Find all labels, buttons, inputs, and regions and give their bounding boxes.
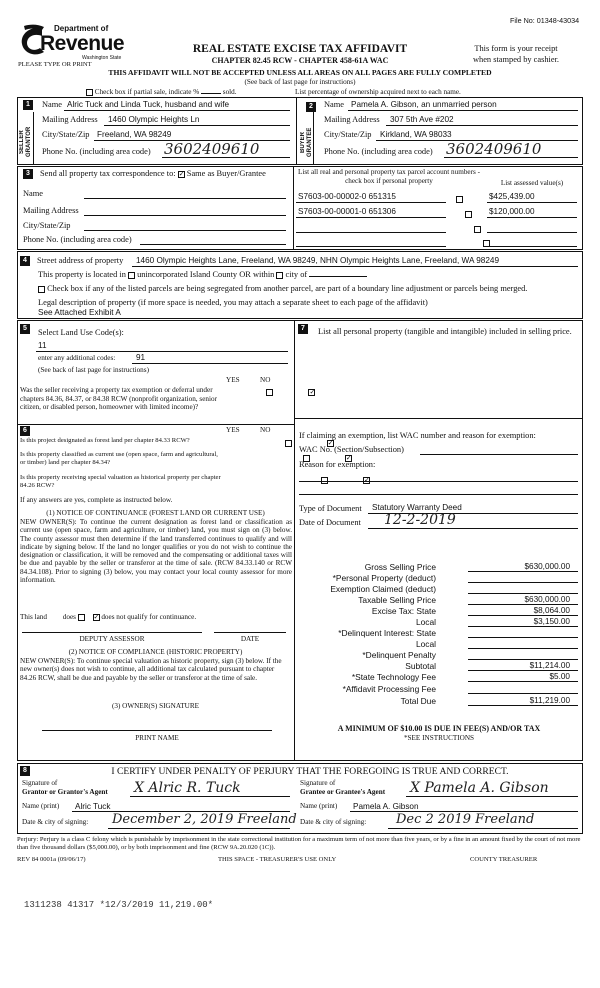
land-use-line <box>36 351 288 352</box>
form-title: REAL ESTATE EXCISE TAX AFFIDAVIT <box>192 43 408 55</box>
calc-taxable-label: Taxable Selling Price <box>358 595 436 605</box>
section-5-6-divider <box>17 424 294 425</box>
section-1-badge: 1 <box>23 100 33 110</box>
notice-continuance-title: (1) NOTICE OF CONTINUANCE (FOREST LAND OR CURRENT USE) <box>46 509 265 517</box>
forest-land-question: Is this project designated as forest land per chapter 84.33 RCW? <box>20 437 190 444</box>
calc-gross-value[interactable]: $630,000.00 <box>524 562 570 571</box>
grantee-date-field[interactable]: Dec 2 2019 Freeland <box>396 812 535 827</box>
revenue-wordmark: Revenue <box>40 32 125 55</box>
buyer-label-divider <box>313 112 314 165</box>
section-7-upper-divider <box>294 418 583 419</box>
city-of-label: city of <box>285 270 308 279</box>
does-checkbox[interactable] <box>78 614 85 621</box>
calc-delinq-local-line <box>468 648 578 649</box>
seller-city-field[interactable]: Freeland, WA 98249 <box>97 130 172 139</box>
exemption-no-checkbox[interactable]: ✓ <box>309 387 316 396</box>
seller-label-divider <box>33 112 34 165</box>
parcel-1-number[interactable]: S7603-00-00002-0 651315 <box>298 192 396 201</box>
seller-side-label: SELLER GRANTOR <box>19 126 33 158</box>
tax-calculation-table <box>300 562 580 686</box>
seller-mail-field[interactable]: 1460 Olympic Heights Ln <box>108 115 200 124</box>
historic-no-checkbox[interactable]: ✓ <box>364 475 370 484</box>
historic-question: Is this property receiving special valuation as historical property per chapter 84.26 RCW? <box>20 474 221 489</box>
seller-name-line <box>64 110 290 111</box>
parcel-2-value[interactable]: $120,000.00 <box>489 207 535 216</box>
state-label: Washington State <box>82 55 122 61</box>
wac-number-line[interactable] <box>420 454 578 455</box>
city-of-checkbox[interactable] <box>276 272 283 279</box>
calc-delinq-state-label: *Delinquent Interest: State <box>338 628 436 638</box>
calc-total-label: Total Due <box>400 696 436 706</box>
calc-processing-label: *Affidavit Processing Fee <box>342 684 436 694</box>
grantee-name-label: Name (print) <box>300 802 338 810</box>
buyer-name-field[interactable]: Pamela A. Gibson, an unmarried person <box>351 100 497 109</box>
calc-excise-local-line <box>468 626 578 627</box>
parcel-1-value[interactable]: $425,439.00 <box>489 192 535 201</box>
calc-gross-label: Gross Selling Price <box>364 562 436 572</box>
if-any-yes-note: If any answers are yes, complete as instructed below. <box>20 496 173 504</box>
grantor-sig-label-2: Grantor or Grantor's Agent <box>22 788 108 796</box>
parcel-1-personal-checkbox[interactable] <box>456 196 463 203</box>
corr-mail-line[interactable] <box>84 215 286 216</box>
does-label: does <box>62 613 76 621</box>
does-not-checkbox[interactable]: ✓ <box>93 612 100 621</box>
doc-type-field[interactable]: Statutory Warranty Deed <box>372 503 462 512</box>
partial-sale-row <box>86 88 237 97</box>
located-row <box>38 270 367 280</box>
calc-penalty-label: *Delinquent Penalty <box>362 650 436 660</box>
parcel-3-value-line[interactable] <box>487 232 577 233</box>
calc-subtotal-line <box>468 670 578 671</box>
parcel-2-line <box>296 217 446 218</box>
seller-name-field[interactable]: Alric Tuck and Linda Tuck, husband and wife <box>67 100 230 109</box>
corr-name-label: Name <box>23 189 43 198</box>
segregated-row <box>38 284 527 294</box>
form-revision: REV 84 0001a (09/06/17) <box>17 856 86 863</box>
additional-codes-line <box>132 363 288 364</box>
buyer-name-line <box>348 110 578 111</box>
street-field[interactable]: 1460 Olympic Heights Lane, Freeland, WA 98249, NHN Olympic Heights Lane, Freeland, WA 98249 <box>136 256 500 265</box>
buyer-phone-field[interactable]: 3602409610 <box>446 140 542 158</box>
land-use-see-back: (See back of last page for instructions) <box>38 366 149 374</box>
calc-penalty-line <box>468 659 578 660</box>
seller-mail-label: Mailing Address <box>42 115 98 124</box>
parcel-1-line <box>296 202 446 203</box>
sec5-no-header: NO <box>260 376 271 384</box>
buyer-name-label: Name <box>324 100 344 109</box>
assessed-header: List assessed value(s) <box>500 179 564 187</box>
assessor-date-line[interactable] <box>214 632 286 633</box>
calc-delinq-local-label: Local <box>415 639 436 649</box>
parcel-4-line[interactable] <box>296 246 446 247</box>
same-as-buyer-label: Same as Buyer/Grantee <box>186 169 266 178</box>
county-treasurer-label: COUNTY TREASURER <box>470 856 538 863</box>
print-name-line[interactable] <box>42 730 272 731</box>
parcel-header: List all real and personal property tax parcel account numbers - check box if personal property <box>297 168 480 185</box>
calc-subtotal-label: Subtotal <box>405 661 436 671</box>
partial-sale-pct-field[interactable] <box>201 93 221 94</box>
buyer-city-label: City/State/Zip <box>324 130 372 139</box>
receipt-note-1: This form is your receipt <box>474 44 558 53</box>
doc-date-field[interactable]: 12-2-2019 <box>384 512 456 528</box>
notice-compliance-body: NEW OWNER(S): To continue special valuation as historic property, sign (3) below. If the new owner(s) does not wish to continue, all additional tax calculated pursuant to chapter 84.26 RCW, shall be due and payable by the seller or transferor at the time of sale. <box>20 657 282 682</box>
sec6-no-header: NO <box>260 426 271 434</box>
does-not-label: does not <box>101 613 126 621</box>
tax-correspondence-row <box>40 169 266 179</box>
grantee-signature[interactable]: X Pamela A. Gibson <box>410 780 549 796</box>
calc-excise-local-value[interactable]: $3,150.00 <box>533 617 570 626</box>
seller-phone-line <box>162 157 290 158</box>
calc-taxable-line <box>468 604 578 605</box>
grantor-date-field[interactable]: December 2, 2019 Freeland <box>112 812 297 827</box>
calc-taxable-value[interactable]: $630,000.00 <box>524 595 570 604</box>
legal-field[interactable]: See Attached Exhibit A <box>38 308 121 317</box>
treasurer-space-label: THIS SPACE - TREASURER'S USE ONLY <box>218 856 337 863</box>
sold-label: sold. <box>222 88 237 96</box>
buyer-mail-field[interactable]: 307 5th Ave #202 <box>390 115 454 124</box>
section-3-divider <box>293 166 294 250</box>
personal-property-label: List all personal property (tangible and intangible) included in selling price. <box>318 327 572 336</box>
grantor-name-field[interactable]: Alric Tuck <box>75 802 111 811</box>
same-as-buyer-checkbox[interactable]: ✓ <box>178 169 185 178</box>
calc-excise-state-line <box>468 615 578 616</box>
owner-signature-label: (3) OWNER(S) SIGNATURE <box>111 702 200 710</box>
corr-mail-label: Mailing Address <box>23 206 79 215</box>
parcel-3-line[interactable] <box>296 232 446 233</box>
send-correspondence-label: Send all property tax correspondence to: <box>40 169 176 178</box>
current-use-no-checkbox[interactable]: ✓ <box>345 453 352 462</box>
grantor-date-label: Date & city of signing: <box>22 818 89 826</box>
seller-phone-field[interactable]: 3602409610 <box>164 140 260 158</box>
calc-delinq-state-line <box>468 637 578 638</box>
dor-logo <box>18 20 126 64</box>
section-8-badge: 8 <box>20 766 30 776</box>
warning-banner: THIS AFFIDAVIT WILL NOT BE ACCEPTED UNLESS ALL AREAS ON ALL PAGES ARE FULLY COMPLETED <box>108 68 492 77</box>
section-3-badge: 3 <box>23 169 33 179</box>
doc-date-line <box>368 528 578 529</box>
wac-number-label: WAC No. (Section/Subsection) <box>299 445 404 454</box>
land-use-label: Select Land Use Code(s): <box>38 328 124 337</box>
street-label: Street address of property <box>37 256 124 265</box>
grantor-sig-label-1: Signature of <box>22 779 58 787</box>
exemption-reason-line-1[interactable] <box>299 481 578 482</box>
current-use-question: Is this property classified as current use (open space, farm and agricultural, or timber) land per chapter 84.34? <box>20 451 218 466</box>
dept-label: Department of <box>54 24 109 33</box>
notice-continuance-body: NEW OWNER(S): To continue the current designation as forest land or classification as current use (open space, farm and agriculture, or timber) land, you must sign on (3) below. The county assessor must then determine if the land transferred continues to qualify and will indicate by signing below. If the land no longer qualifies or you do not wish to continue the designation or classification, it will be removed and the compensating or additional taxes will be due and payable by the seller or transferor at the time of sale. (RCW 84.33.140 or RCW 84.34.108). Prior to signing (3) below, you may contact your local county assessor for more information. <box>20 518 292 584</box>
form-chapter: CHAPTER 82.45 RCW - CHAPTER 458-61A WAC <box>211 56 389 65</box>
segregated-checkbox[interactable] <box>38 286 45 293</box>
exemption-reason-line-2[interactable] <box>299 494 578 495</box>
corr-city-line[interactable] <box>84 230 286 231</box>
exemption-reason-label: Reason for exemption: <box>299 460 376 469</box>
grantor-date-line <box>108 828 290 829</box>
buyer-city-field[interactable]: Kirkland, WA 98033 <box>380 130 452 139</box>
buyer-phone-line <box>444 157 578 158</box>
grantor-name-label: Name (print) <box>22 802 60 810</box>
receipt-note-2: when stamped by cashier. <box>472 55 560 64</box>
assessor-date-label: DATE <box>240 635 260 643</box>
calc-tech-fee-label: *State Technology Fee <box>351 672 436 682</box>
segregated-label: Check box if any of the listed parcels are being segregated from another parcel, are part of a boundary line adjustment or parcels being merged. <box>47 284 528 293</box>
section-5-7-divider <box>294 320 295 761</box>
calc-exemption-label: Exemption Claimed (deduct) <box>330 584 436 594</box>
see-back-note: (See back of last page for instructions) <box>244 78 356 86</box>
parcel-2-number[interactable]: S7603-00-00001-0 651306 <box>298 207 396 216</box>
section-2-badge: 2 <box>306 102 316 112</box>
section-6-badge: 6 <box>20 426 30 436</box>
please-type: PLEASE TYPE OR PRINT <box>18 61 92 68</box>
parcel-3-personal-checkbox[interactable] <box>474 226 481 233</box>
calc-excise-state-label: Excise Tax: State <box>371 606 436 616</box>
calc-exemption-line <box>468 593 578 594</box>
forest-yes-checkbox[interactable] <box>285 440 292 447</box>
this-land-label: This land <box>20 613 47 621</box>
qualify-label: qualify for continuance. <box>127 613 197 621</box>
section-5-badge: 5 <box>20 324 30 334</box>
print-name-label: PRINT NAME <box>135 734 179 742</box>
treasurer-stamp: 1311238 41317 *12/3/2019 11,219.00* <box>24 900 214 910</box>
corr-phone-label: Phone No. (including area code) <box>23 235 132 244</box>
additional-codes-field[interactable]: 91 <box>136 353 146 362</box>
seller-city-label: City/State/Zip <box>42 130 90 139</box>
calc-gross-line <box>468 571 578 572</box>
section-4-badge: 4 <box>20 256 30 266</box>
corr-phone-line[interactable] <box>140 244 286 245</box>
located-label: This property is located in <box>38 270 126 279</box>
legal-label: Legal description of property (if more space is needed, you may attach a separate sheet to each page of the affidavit) <box>38 298 428 307</box>
seller-name-label: Name <box>42 100 62 109</box>
grantor-signature[interactable]: X Alric R. Tuck <box>134 780 241 796</box>
partial-sale-checkbox[interactable] <box>86 89 93 96</box>
grantee-date-label: Date & city of signing: <box>300 818 367 826</box>
grantee-name-field[interactable]: Pamela A. Gibson <box>353 802 419 811</box>
doc-type-label: Type of Document <box>299 504 362 513</box>
grantee-sig-label-2: Grantee or Grantee's Agent <box>300 788 386 796</box>
perjury-notice: Perjury: Perjury is a class C felony which is punishable by imprisonment in the state correctional institution for a maximum term of not more than five years, or by a fine in an amount fixed by the court of not more than five thousand dollars ($5,000.00), or by both imprisonment and fine (RCW 9A.20.020 (1C)). <box>17 836 581 851</box>
see-instructions-note: *SEE INSTRUCTIONS <box>403 734 475 742</box>
additional-codes-label: enter any additional codes: <box>38 354 116 362</box>
seller-mail-line <box>104 125 290 126</box>
deputy-assessor-line[interactable] <box>22 632 202 633</box>
section-7-badge: 7 <box>298 324 308 334</box>
street-line <box>132 266 578 267</box>
exemption-wac-label: If claiming an exemption, list WAC number and reason for exemption: <box>299 431 536 440</box>
buyer-side-label: BUYER GRANTEE <box>300 127 314 157</box>
corr-name-line[interactable] <box>84 198 286 199</box>
ownership-note: List percentage of ownership acquired next to each name. <box>295 88 461 96</box>
sec6-yes-header: YES <box>226 426 240 434</box>
doc-date-label: Date of Document <box>299 518 361 527</box>
continuance-row <box>20 613 196 622</box>
perjury-certification: I CERTIFY UNDER PENALTY OF PERJURY THAT THE FOREGOING IS TRUE AND CORRECT. <box>111 766 509 777</box>
calc-excise-local-label: Local <box>415 617 436 627</box>
parcel-2-personal-checkbox[interactable] <box>465 211 472 218</box>
grantee-date-line <box>388 828 578 829</box>
unincorporated-checkbox[interactable] <box>128 272 135 279</box>
partial-sale-label: Check box if partial sale, indicate % <box>94 88 200 96</box>
calc-total-value[interactable]: $11,219.00 <box>529 696 570 705</box>
exemption-question: Was the seller receiving a property tax exemption or deferral under chapters 84.36, 84.37, or 84.38 RCW (nonprofit organization, senior citizen, or disabled person, homeowner with limited income)? <box>20 386 217 412</box>
corr-city-label: City/State/Zip <box>23 221 71 230</box>
grantee-sig-line <box>406 796 578 797</box>
city-of-field[interactable] <box>309 276 367 277</box>
forest-no-checkbox[interactable]: ✓ <box>327 438 334 447</box>
deputy-assessor-label: DEPUTY ASSESSOR <box>79 635 145 643</box>
calc-processing-line <box>468 693 578 694</box>
grantor-sig-line <box>130 796 290 797</box>
grantee-sig-label-1: Signature of <box>300 779 336 787</box>
land-use-field[interactable]: 11 <box>38 341 47 350</box>
calc-tech-fee-value[interactable]: $5.00 <box>549 672 570 681</box>
divider-seller-buyer <box>296 97 297 165</box>
seller-phone-label: Phone No. (including area code) <box>42 147 151 156</box>
calc-total-line <box>468 705 578 706</box>
exemption-yes-checkbox[interactable] <box>266 389 273 396</box>
calc-tech-fee-line <box>468 681 578 682</box>
parcel-4-value-line[interactable] <box>487 246 577 247</box>
calc-personal-line <box>468 582 578 583</box>
notice-compliance-title: (2) NOTICE OF COMPLIANCE (HISTORIC PROPERTY) <box>68 648 243 656</box>
unincorporated-label: unincorporated Island County OR within <box>137 270 275 279</box>
parcel-2-value-line <box>487 217 577 218</box>
parcel-1-value-line <box>487 202 577 203</box>
buyer-mail-line <box>386 125 578 126</box>
sec5-yes-header: YES <box>226 376 240 384</box>
calc-excise-state-value[interactable]: $8,064.00 <box>533 606 570 615</box>
buyer-mail-label: Mailing Address <box>324 115 380 124</box>
calc-personal-label: *Personal Property (deduct) <box>332 573 436 583</box>
minimum-fee-note: A MINIMUM OF $10.00 IS DUE IN FEE(S) AND/OR TAX <box>337 724 541 733</box>
file-number: File No: 01348-43034 <box>510 16 580 25</box>
calc-subtotal-value[interactable]: $11,214.00 <box>529 661 570 670</box>
buyer-phone-label: Phone No. (including area code) <box>324 147 433 156</box>
